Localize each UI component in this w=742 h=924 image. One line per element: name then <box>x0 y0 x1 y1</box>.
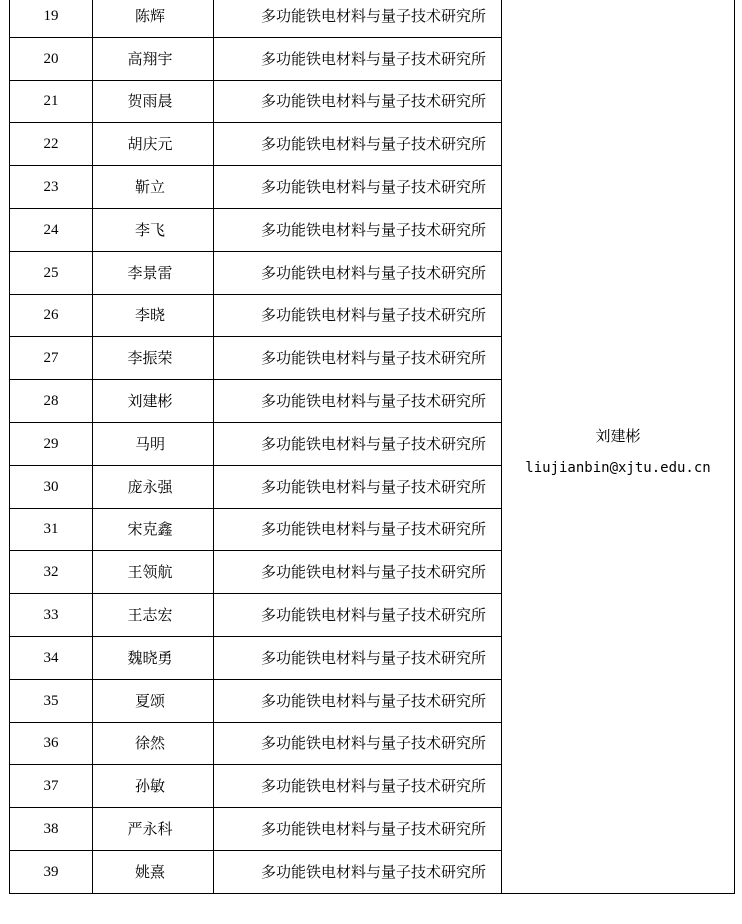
person-name-cell: 宋克鑫 <box>93 508 214 551</box>
row-number-cell: 28 <box>10 380 93 423</box>
department-cell: 多功能铁电材料与量子技术研究所 <box>214 850 502 893</box>
department-cell: 多功能铁电材料与量子技术研究所 <box>214 0 502 37</box>
table-row <box>10 0 735 37</box>
row-number-cell: 19 <box>10 0 93 37</box>
person-name-cell: 魏晓勇 <box>93 636 214 679</box>
department-cell: 多功能铁电材料与量子技术研究所 <box>214 465 502 508</box>
department-cell: 多功能铁电材料与量子技术研究所 <box>214 765 502 808</box>
person-name-cell: 靳立 <box>93 166 214 209</box>
person-name-cell: 胡庆元 <box>93 123 214 166</box>
row-number-cell: 32 <box>10 551 93 594</box>
roster-table-body <box>10 0 735 893</box>
department-cell: 多功能铁电材料与量子技术研究所 <box>214 251 502 294</box>
row-number-cell: 30 <box>10 465 93 508</box>
person-name-cell: 李景雷 <box>93 251 214 294</box>
person-name-cell: 李晓 <box>93 294 214 337</box>
person-name-cell: 王领航 <box>93 551 214 594</box>
person-name-cell: 贺雨晨 <box>93 80 214 123</box>
row-number-cell: 21 <box>10 80 93 123</box>
row-number-cell: 25 <box>10 251 93 294</box>
person-name-cell: 马明 <box>93 422 214 465</box>
department-cell: 多功能铁电材料与量子技术研究所 <box>214 594 502 637</box>
row-number-cell: 31 <box>10 508 93 551</box>
department-cell: 多功能铁电材料与量子技术研究所 <box>214 123 502 166</box>
person-name-cell: 王志宏 <box>93 594 214 637</box>
row-number-cell: 26 <box>10 294 93 337</box>
contact-cell <box>502 0 735 893</box>
department-cell: 多功能铁电材料与量子技术研究所 <box>214 508 502 551</box>
department-cell: 多功能铁电材料与量子技术研究所 <box>214 80 502 123</box>
row-number-cell: 23 <box>10 166 93 209</box>
row-number-cell: 29 <box>10 422 93 465</box>
row-number-cell: 34 <box>10 636 93 679</box>
department-cell: 多功能铁电材料与量子技术研究所 <box>214 337 502 380</box>
person-name-cell: 姚熹 <box>93 850 214 893</box>
row-number-cell: 20 <box>10 37 93 80</box>
department-cell: 多功能铁电材料与量子技术研究所 <box>214 37 502 80</box>
row-number-cell: 38 <box>10 808 93 851</box>
person-name-cell: 李飞 <box>93 208 214 251</box>
person-name-cell: 李振荣 <box>93 337 214 380</box>
row-number-cell: 37 <box>10 765 93 808</box>
person-name-cell: 陈辉 <box>93 0 214 37</box>
department-cell: 多功能铁电材料与量子技术研究所 <box>214 166 502 209</box>
row-number-cell: 39 <box>10 850 93 893</box>
department-cell: 多功能铁电材料与量子技术研究所 <box>214 636 502 679</box>
person-name-cell: 刘建彬 <box>93 380 214 423</box>
person-name-cell: 高翔宇 <box>93 37 214 80</box>
person-name-cell: 孙敏 <box>93 765 214 808</box>
person-name-cell: 严永科 <box>93 808 214 851</box>
row-number-cell: 35 <box>10 679 93 722</box>
row-number-cell: 36 <box>10 722 93 765</box>
person-name-cell: 庞永强 <box>93 465 214 508</box>
department-cell: 多功能铁电材料与量子技术研究所 <box>214 422 502 465</box>
department-cell: 多功能铁电材料与量子技术研究所 <box>214 294 502 337</box>
department-cell: 多功能铁电材料与量子技术研究所 <box>214 208 502 251</box>
row-number-cell: 33 <box>10 594 93 637</box>
roster-sheet <box>9 0 734 924</box>
row-number-cell: 27 <box>10 337 93 380</box>
contact-person-name: 刘建彬 <box>595 426 641 445</box>
department-cell: 多功能铁电材料与量子技术研究所 <box>214 551 502 594</box>
contact-email: liujianbin@xjtu.edu.cn <box>525 459 711 476</box>
department-cell: 多功能铁电材料与量子技术研究所 <box>214 380 502 423</box>
department-cell: 多功能铁电材料与量子技术研究所 <box>214 679 502 722</box>
department-cell: 多功能铁电材料与量子技术研究所 <box>214 722 502 765</box>
row-number-cell: 22 <box>10 123 93 166</box>
department-cell: 多功能铁电材料与量子技术研究所 <box>214 808 502 851</box>
roster-table <box>9 0 735 894</box>
row-number-cell: 24 <box>10 208 93 251</box>
person-name-cell: 徐然 <box>93 722 214 765</box>
person-name-cell: 夏颂 <box>93 679 214 722</box>
